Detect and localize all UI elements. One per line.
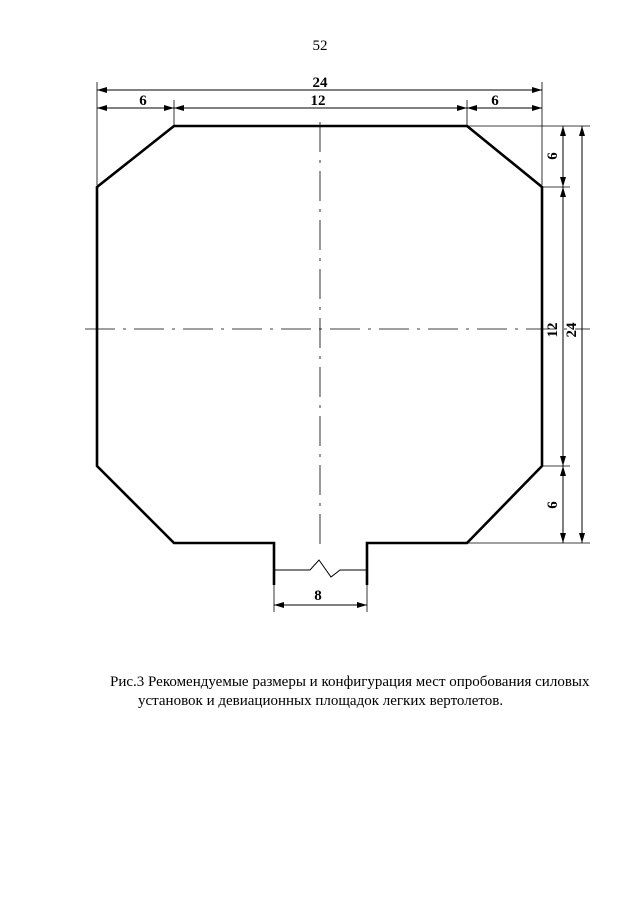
arrowhead (560, 466, 566, 476)
arrowhead (560, 187, 566, 197)
caption-line-2: установок и девиационных площадок легких вертолетов. (138, 693, 504, 709)
arrowhead (560, 456, 566, 466)
arrowhead (97, 87, 107, 93)
dim-label-right-top: 6 (545, 152, 561, 160)
dim-label-right-total: 24 (564, 322, 580, 338)
arrowhead (174, 105, 184, 111)
page-number: 52 (312, 38, 328, 54)
arrowhead (457, 105, 467, 111)
arrowhead (560, 533, 566, 543)
dim-label-bottom: 8 (314, 588, 322, 604)
arrowhead (532, 105, 542, 111)
arrowhead (274, 602, 284, 608)
dim-label-right-middle: 12 (545, 322, 561, 338)
arrowhead (97, 105, 107, 111)
dim-label-top-right: 6 (491, 93, 499, 109)
dim-label-top-total: 24 (312, 75, 328, 91)
arrowhead (560, 177, 566, 187)
arrowhead (467, 105, 477, 111)
arrowhead (579, 126, 585, 136)
caption-line-1: Рис.3 Рекомендуемые размеры и конфигурация мест опробования силовых (110, 674, 590, 690)
dim-label-top-left: 6 (139, 93, 147, 109)
break-line (274, 560, 367, 577)
arrowhead (560, 126, 566, 136)
arrowhead (164, 105, 174, 111)
pad-outline (97, 126, 542, 585)
arrowhead (579, 533, 585, 543)
dim-label-top-middle: 12 (310, 93, 326, 109)
figure-caption (110, 673, 610, 711)
dim-label-right-bottom: 6 (545, 501, 561, 509)
arrowhead (357, 602, 367, 608)
arrowhead (532, 87, 542, 93)
